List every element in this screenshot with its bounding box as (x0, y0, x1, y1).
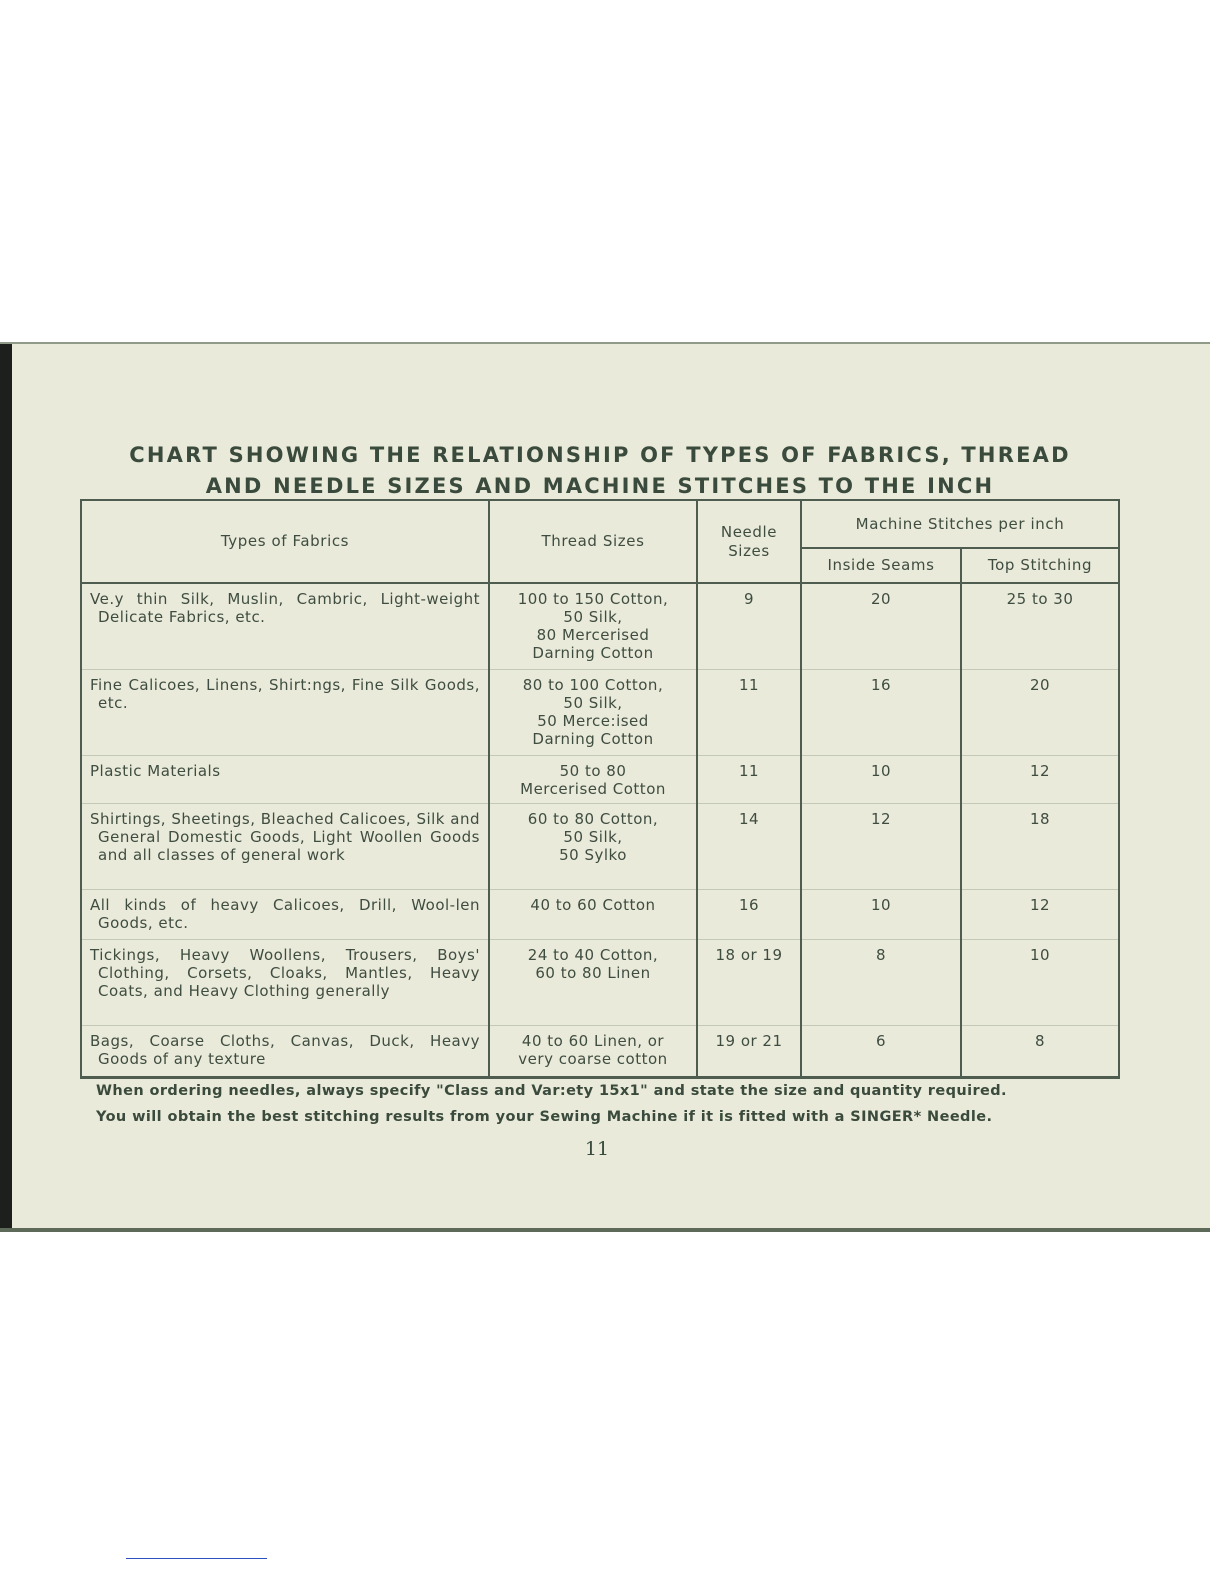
thread-line: 80 to 100 Cotton, (522, 675, 664, 694)
thread-line: 50 Silk, (563, 827, 623, 846)
fabric-text: Plastic Materials (90, 761, 221, 780)
cell-top-stitching: 8 (961, 1025, 1119, 1077)
cell-inside-seams: 8 (801, 939, 961, 1025)
thread-line: 50 Sylko (559, 845, 627, 864)
chart-title (90, 440, 1110, 502)
scan-edge (0, 344, 12, 1228)
blue-rule-line (126, 1558, 267, 1559)
thread-line: 40 to 60 Cotton (530, 895, 656, 914)
cell-thread (489, 669, 697, 755)
thread-line: 50 Silk, (563, 693, 623, 712)
fabric-text: Ve.y thin Silk, Muslin, Cambric, Light-weight Delicate Fabrics, etc. (90, 590, 480, 626)
header-types-of-fabrics: Types of Fabrics (81, 500, 489, 583)
table-row (81, 939, 1119, 1025)
cell-top-stitching: 25 to 30 (961, 583, 1119, 669)
header-top-stitching: Top Stitching (961, 548, 1119, 583)
cell-needle: 11 (697, 755, 801, 803)
thread-line: Mercerised Cotton (520, 779, 666, 798)
table-row (81, 803, 1119, 889)
table-row (81, 889, 1119, 939)
table-row (81, 1025, 1119, 1077)
header-needle-sizes: Needle Sizes (697, 500, 801, 583)
fabric-text: Fine Calicoes, Linens, Shirt:ngs, Fine Silk Goods, etc. (90, 675, 480, 712)
cell-inside-seams: 12 (801, 803, 961, 889)
thread-line: 50 Merce:ised (537, 711, 649, 730)
cell-needle: 16 (697, 889, 801, 939)
footnote-line-2: You will obtain the best stitching results from your Sewing Machine if it is fitted with a SINGER* Needle. (96, 1109, 993, 1125)
thread-line: 40 to 60 Linen, or (521, 1031, 665, 1050)
cell-fabric (81, 803, 489, 889)
header-inside-seams: Inside Seams (801, 548, 961, 583)
cell-fabric (81, 755, 489, 803)
thread-line: Darning Cotton (532, 729, 654, 748)
cell-inside-seams: 16 (801, 669, 961, 755)
table-row (81, 583, 1119, 669)
cell-thread (489, 1025, 697, 1077)
fabric-thread-needle-table (80, 499, 1120, 1079)
table-body (81, 583, 1119, 1077)
cell-thread (489, 583, 697, 669)
cell-fabric (81, 889, 489, 939)
fabric-text: Tickings, Heavy Woollens, Trousers, Boys' Clothing, Corsets, Cloaks, Mantles, Heavy Coats, and Heavy Clothing generally (90, 945, 480, 1000)
cell-needle: 18 or 19 (697, 939, 801, 1025)
header-machine-stitches: Machine Stitches per inch (801, 500, 1119, 548)
fabric-text: Bags, Coarse Cloths, Canvas, Duck, Heavy Goods of any texture (90, 1031, 480, 1068)
table-row (81, 755, 1119, 803)
cell-needle: 19 or 21 (697, 1025, 801, 1077)
cell-thread (489, 755, 697, 803)
cell-fabric (81, 1025, 489, 1077)
cell-inside-seams: 10 (801, 755, 961, 803)
cell-fabric (81, 939, 489, 1025)
footnote (96, 1078, 1106, 1130)
footnote-line-1: When ordering needles, always specify "Class and Var:ety 15x1" and state the size and quantity required. (96, 1083, 1007, 1099)
cell-fabric (81, 669, 489, 755)
cell-top-stitching: 12 (961, 889, 1119, 939)
cell-thread (489, 889, 697, 939)
cell-top-stitching: 10 (961, 939, 1119, 1025)
thread-line: very coarse cotton (518, 1049, 668, 1068)
fabric-text: Shirtings, Sheetings, Bleached Calicoes, Silk and General Domestic Goods, Light Woollen Goods and all classes of general work (90, 809, 480, 864)
chart-title-line-2: AND NEEDLE SIZES AND MACHINE STITCHES TO THE INCH (205, 474, 995, 498)
page-number: 11 (584, 1138, 610, 1160)
cell-inside-seams: 6 (801, 1025, 961, 1077)
cell-fabric (81, 583, 489, 669)
cell-needle: 11 (697, 669, 801, 755)
header-thread-sizes: Thread Sizes (489, 500, 697, 583)
cell-inside-seams: 20 (801, 583, 961, 669)
cell-thread (489, 939, 697, 1025)
cell-needle: 9 (697, 583, 801, 669)
cell-needle: 14 (697, 803, 801, 889)
fabric-text: All kinds of heavy Calicoes, Drill, Wool-len Goods, etc. (90, 895, 480, 932)
thread-line: 100 to 150 Cotton, (517, 590, 669, 608)
thread-line: 80 Mercerised (536, 626, 650, 644)
table-row (81, 669, 1119, 755)
thread-line: 60 to 80 Cotton, (527, 809, 659, 828)
thread-line: 60 to 80 Linen (535, 963, 651, 982)
cell-top-stitching: 18 (961, 803, 1119, 889)
thread-line: 50 to 80 (559, 761, 627, 780)
scanned-page (0, 342, 1210, 1232)
thread-line: 50 Silk, (563, 608, 623, 626)
cell-inside-seams: 10 (801, 889, 961, 939)
cell-thread (489, 803, 697, 889)
cell-top-stitching: 20 (961, 669, 1119, 755)
thread-line: Darning Cotton (532, 644, 654, 662)
chart-title-line-1: CHART SHOWING THE RELATIONSHIP OF TYPES OF FABRICS, THREAD (129, 443, 1071, 467)
cell-top-stitching: 12 (961, 755, 1119, 803)
thread-line: 24 to 40 Cotton, (527, 945, 659, 964)
